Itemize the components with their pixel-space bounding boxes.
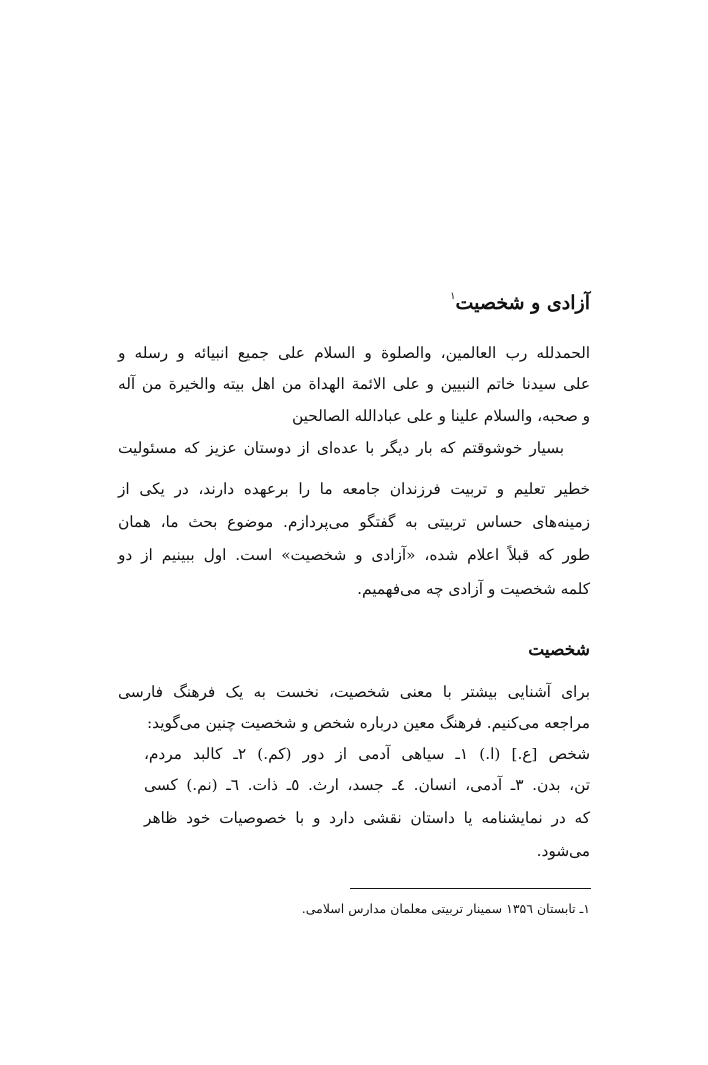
paragraph-line: خطیر تعلیم و تربیت فرزندان جامعه ما را برعهده دارند، در یکی از	[118, 480, 590, 498]
intro-line: و صحبه، والسلام علینا و علی عبادالله الصالحین	[291, 407, 590, 425]
paragraph-line: طور که قبلاً اعلام شده، «آزادی و شخصیت» است. اول ببینیم از دو	[118, 546, 590, 564]
intro-line: علی سیدنا خاتم النبیین و علی الائمة الهداة من اهل بیته والخیرة من آله	[118, 375, 590, 393]
paragraph-line: مراجعه می‌کنیم. فرهنگ معین درباره شخص و شخصیت چنین می‌گوید:	[147, 714, 590, 732]
paragraph-line: برای آشنایی بیشتر با معنی شخصیت، نخست به یک فرهنگ فارسی	[118, 683, 590, 701]
quote-line: شخص [ع.] (ا.) ۱ـ سیاهی آدمی از دور (کم.) ۲ـ کالبد مردم،	[144, 745, 590, 763]
quote-line: که در نمایشنامه یا داستان نقشی دارد و با خصوصیات خود ظاهر	[144, 809, 590, 827]
paragraph-line: زمینه‌های حساس تربیتی به گفتگو می‌پردازم. موضوع بحث ما، همان	[118, 513, 590, 531]
quote-line: تن، بدن. ۳ـ آدمی، انسان. ٤ـ جسد، ارث. ٥ـ ذات. ٦ـ (نم.) کسی	[144, 776, 590, 794]
paragraph-line: کلمه شخصیت و آزادی چه می‌فهمیم.	[357, 580, 590, 598]
footnote-separator	[350, 888, 591, 889]
footnote-text: ۱ـ تابستان ۱۳۵٦ سمینار تربیتی معلمان مدارس اسلامی.	[301, 901, 590, 916]
paragraph-line: بسیار خوشوقتم که بار دیگر با عده‌ای از دوستان عزیز که مسئولیت	[118, 439, 564, 457]
article-title	[450, 283, 590, 317]
quote-line: می‌شود.	[536, 842, 590, 860]
title-footnote-marker: ۱	[450, 291, 456, 302]
section-heading: شخصیت	[528, 640, 590, 660]
article-title-text: آزادی و شخصیت	[455, 292, 590, 314]
intro-line: الحمدلله رب العالمین، والصلوة و السلام علی جمیع انبیائه و رسله و	[118, 344, 590, 362]
